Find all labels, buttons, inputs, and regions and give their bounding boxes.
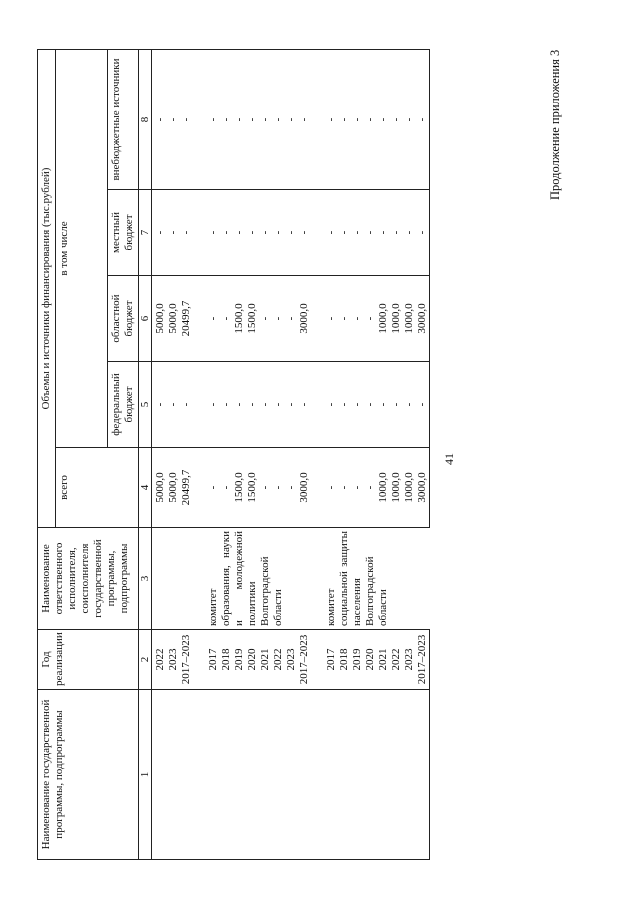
- year-cell: 2017–2023: [416, 630, 430, 690]
- table-row: [272, 49, 285, 859]
- column-number: 4: [139, 448, 152, 528]
- regional-cell: -: [193, 276, 220, 362]
- local-cell: -: [285, 190, 298, 276]
- extrabudget-cell: -: [167, 49, 180, 189]
- regional-cell: 5000,0: [167, 276, 180, 362]
- year-cell: 2022: [390, 630, 403, 690]
- header-total: всего: [56, 448, 139, 528]
- total-cell: -: [311, 448, 338, 528]
- table-row: [377, 49, 390, 859]
- local-cell: -: [272, 190, 285, 276]
- column-number: 1: [139, 690, 152, 860]
- table-row: [220, 49, 233, 859]
- program-cell: [390, 690, 403, 860]
- local-cell: -: [220, 190, 233, 276]
- regional-cell: 1500,0: [246, 276, 259, 362]
- program-cell: [338, 690, 351, 860]
- year-cell: 2023: [285, 630, 298, 690]
- regional-cell: 1500,0: [233, 276, 246, 362]
- header-local: местный бюджет: [108, 190, 139, 276]
- regional-cell: -: [364, 276, 377, 362]
- program-cell: [416, 690, 430, 860]
- local-cell: -: [152, 190, 168, 276]
- extrabudget-cell: -: [298, 49, 311, 189]
- local-cell: -: [180, 190, 193, 276]
- extrabudget-cell: -: [193, 49, 220, 189]
- total-cell: 1000,0: [403, 448, 416, 528]
- program-cell: [246, 690, 259, 860]
- regional-cell: 5000,0: [152, 276, 168, 362]
- local-cell: -: [259, 190, 272, 276]
- table-row: [364, 49, 377, 859]
- federal-cell: -: [311, 362, 338, 448]
- total-cell: -: [193, 448, 220, 528]
- extrabudget-cell: -: [311, 49, 338, 189]
- local-cell: -: [390, 190, 403, 276]
- total-cell: 1000,0: [390, 448, 403, 528]
- total-cell: 5000,0: [152, 448, 168, 528]
- table-row: [351, 49, 364, 859]
- table-row: [180, 49, 193, 859]
- local-cell: -: [193, 190, 220, 276]
- local-cell: -: [167, 190, 180, 276]
- column-number-row: [139, 49, 152, 859]
- header-regional: областной бюджет: [108, 276, 139, 362]
- program-cell: [152, 690, 168, 860]
- column-number: 2: [139, 630, 152, 690]
- table-row: [167, 49, 180, 859]
- program-cell: [298, 690, 311, 860]
- extrabudget-cell: -: [220, 49, 233, 189]
- header-funding: Объемы и источники финансирования (тыс.рублей): [38, 49, 56, 527]
- executor-cell: комитет образования, науки и молодежной политики Волгоградской области: [193, 528, 311, 630]
- program-cell: [180, 690, 193, 860]
- program-cell: [193, 690, 220, 860]
- program-cell: [220, 690, 233, 860]
- funding-table: [37, 49, 430, 860]
- year-cell: 2021: [259, 630, 272, 690]
- federal-cell: -: [364, 362, 377, 448]
- total-cell: -: [285, 448, 298, 528]
- federal-cell: -: [180, 362, 193, 448]
- table-row: [416, 49, 430, 859]
- program-cell: [377, 690, 390, 860]
- year-cell: 2022: [272, 630, 285, 690]
- page-number: 41: [442, 453, 456, 465]
- extrabudget-cell: -: [259, 49, 272, 189]
- regional-cell: -: [338, 276, 351, 362]
- total-cell: -: [338, 448, 351, 528]
- header-extrabudget: внебюджетные источники: [108, 49, 139, 189]
- extrabudget-cell: -: [180, 49, 193, 189]
- regional-cell: -: [351, 276, 364, 362]
- table-row: [338, 49, 351, 859]
- federal-cell: -: [167, 362, 180, 448]
- program-cell: [167, 690, 180, 860]
- table-row: [246, 49, 259, 859]
- local-cell: -: [338, 190, 351, 276]
- regional-cell: 1000,0: [403, 276, 416, 362]
- extrabudget-cell: -: [152, 49, 168, 189]
- local-cell: -: [246, 190, 259, 276]
- program-cell: [364, 690, 377, 860]
- federal-cell: -: [193, 362, 220, 448]
- regional-cell: 1000,0: [390, 276, 403, 362]
- header-including: в том числе: [56, 49, 108, 447]
- table-row: [233, 49, 246, 859]
- local-cell: -: [311, 190, 338, 276]
- extrabudget-cell: -: [272, 49, 285, 189]
- table-row: [403, 49, 416, 859]
- total-cell: 5000,0: [167, 448, 180, 528]
- regional-cell: 3000,0: [298, 276, 311, 362]
- extrabudget-cell: -: [351, 49, 364, 189]
- extrabudget-cell: -: [416, 49, 430, 189]
- executor-cell: комитет социальной защиты населения Волгоградской области: [311, 528, 430, 630]
- local-cell: -: [233, 190, 246, 276]
- federal-cell: -: [246, 362, 259, 448]
- year-cell: 2023: [167, 630, 180, 690]
- federal-cell: -: [220, 362, 233, 448]
- header-federal: федеральный бюджет: [108, 362, 139, 448]
- total-cell: 1500,0: [246, 448, 259, 528]
- table-row: [390, 49, 403, 859]
- regional-cell: -: [285, 276, 298, 362]
- year-cell: 2017: [311, 630, 338, 690]
- regional-cell: 1000,0: [377, 276, 390, 362]
- header-executor: Наименование ответственного исполнителя, соисполнителя государственной программы, подпрограммы: [38, 528, 139, 630]
- regional-cell: -: [311, 276, 338, 362]
- federal-cell: -: [338, 362, 351, 448]
- extrabudget-cell: -: [246, 49, 259, 189]
- year-cell: 2020: [364, 630, 377, 690]
- year-cell: 2018: [338, 630, 351, 690]
- extrabudget-cell: -: [403, 49, 416, 189]
- regional-cell: -: [272, 276, 285, 362]
- total-cell: -: [272, 448, 285, 528]
- federal-cell: -: [272, 362, 285, 448]
- total-cell: 1500,0: [233, 448, 246, 528]
- table-row: [259, 49, 272, 859]
- regional-cell: 20499,7: [180, 276, 193, 362]
- federal-cell: -: [416, 362, 430, 448]
- year-cell: 2019: [351, 630, 364, 690]
- extrabudget-cell: -: [390, 49, 403, 189]
- program-cell: [259, 690, 272, 860]
- extrabudget-cell: -: [338, 49, 351, 189]
- table-row: [311, 49, 338, 859]
- table-header: [38, 49, 139, 859]
- executor-cell: [152, 528, 194, 630]
- column-number: 3: [139, 528, 152, 630]
- program-cell: [272, 690, 285, 860]
- header-program-name: Наименование государственной программы, подпрограммы: [38, 690, 139, 860]
- federal-cell: -: [259, 362, 272, 448]
- total-cell: -: [364, 448, 377, 528]
- year-cell: 2018: [220, 630, 233, 690]
- year-cell: 2023: [403, 630, 416, 690]
- total-cell: 3000,0: [298, 448, 311, 528]
- year-cell: 2020: [246, 630, 259, 690]
- regional-cell: -: [220, 276, 233, 362]
- program-cell: [233, 690, 246, 860]
- total-cell: -: [220, 448, 233, 528]
- local-cell: -: [377, 190, 390, 276]
- federal-cell: -: [233, 362, 246, 448]
- local-cell: -: [351, 190, 364, 276]
- total-cell: 1000,0: [377, 448, 390, 528]
- federal-cell: -: [390, 362, 403, 448]
- federal-cell: -: [377, 362, 390, 448]
- table-row: [193, 49, 220, 859]
- year-cell: 2021: [377, 630, 390, 690]
- extrabudget-cell: -: [377, 49, 390, 189]
- table-row: [298, 49, 311, 859]
- extrabudget-cell: -: [233, 49, 246, 189]
- local-cell: -: [416, 190, 430, 276]
- total-cell: -: [259, 448, 272, 528]
- column-number: 7: [139, 190, 152, 276]
- program-cell: [403, 690, 416, 860]
- total-cell: 20499,7: [180, 448, 193, 528]
- total-cell: -: [351, 448, 364, 528]
- continuation-caption: Продолжение приложения 3: [548, 49, 562, 200]
- local-cell: -: [403, 190, 416, 276]
- year-cell: 2022: [152, 630, 168, 690]
- table-body: [139, 49, 430, 859]
- column-number: 6: [139, 276, 152, 362]
- program-cell: [285, 690, 298, 860]
- year-cell: 2017: [193, 630, 220, 690]
- federal-cell: -: [351, 362, 364, 448]
- federal-cell: -: [298, 362, 311, 448]
- table-row: [152, 49, 168, 859]
- header-year: Год реализации: [38, 630, 139, 690]
- year-cell: 2017–2023: [180, 630, 193, 690]
- federal-cell: -: [152, 362, 168, 448]
- total-cell: 3000,0: [416, 448, 430, 528]
- table-row: [285, 49, 298, 859]
- local-cell: -: [298, 190, 311, 276]
- federal-cell: -: [403, 362, 416, 448]
- extrabudget-cell: -: [285, 49, 298, 189]
- regional-cell: -: [259, 276, 272, 362]
- program-cell: [351, 690, 364, 860]
- federal-cell: -: [285, 362, 298, 448]
- year-cell: 2019: [233, 630, 246, 690]
- regional-cell: 3000,0: [416, 276, 430, 362]
- column-number: 5: [139, 362, 152, 448]
- local-cell: -: [364, 190, 377, 276]
- program-cell: [311, 690, 338, 860]
- extrabudget-cell: -: [364, 49, 377, 189]
- column-number: 8: [139, 49, 152, 189]
- year-cell: 2017–2023: [298, 630, 311, 690]
